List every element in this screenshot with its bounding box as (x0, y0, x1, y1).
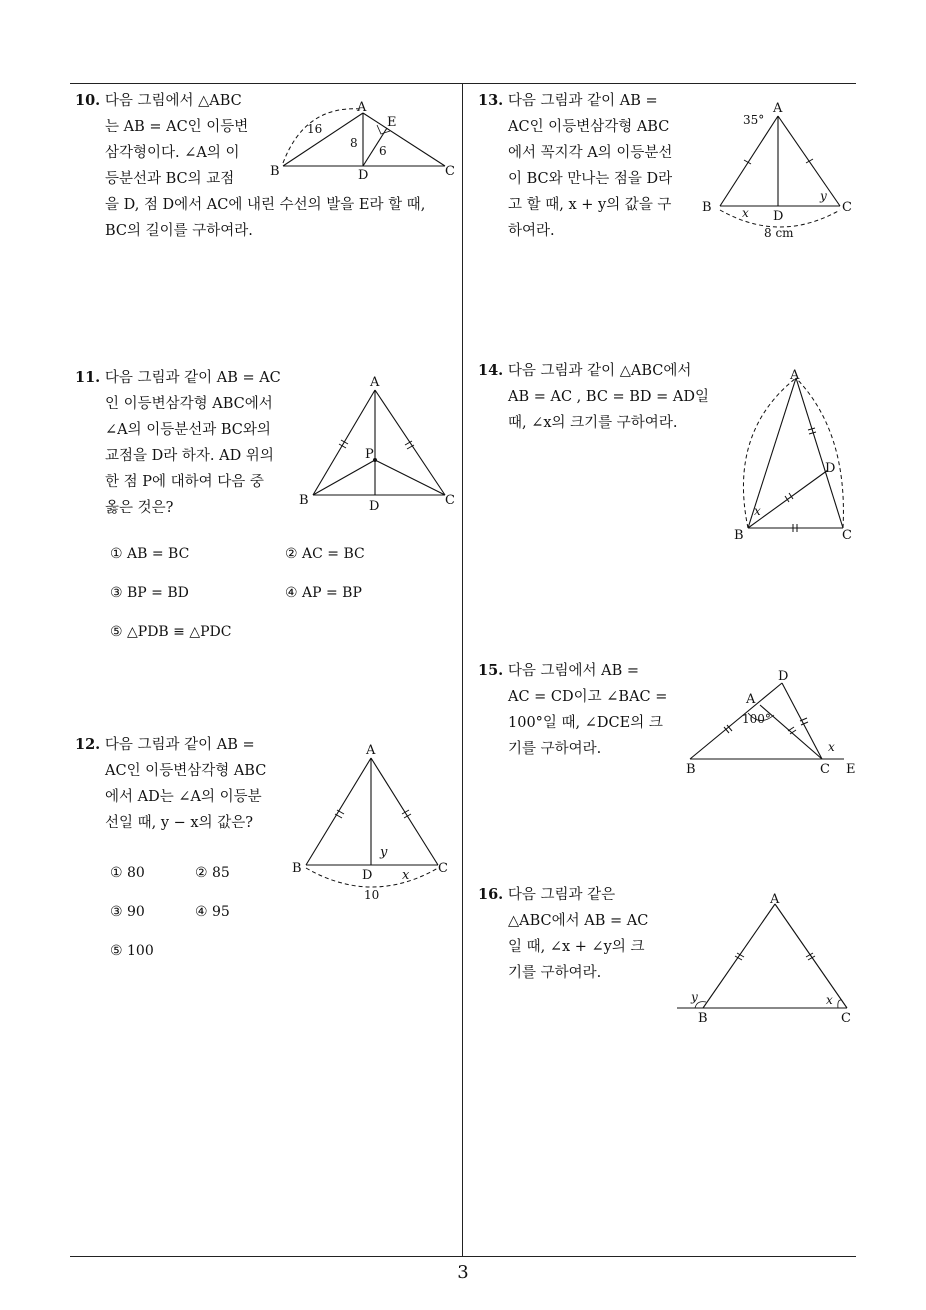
problem-text-line: 에서 AD는 ∠A의 이등분 (105, 789, 262, 805)
variable-label: x (826, 993, 833, 1007)
problem-text-line: 한 점 P에 대하여 다음 중 (105, 474, 264, 490)
vertex-label: D (358, 168, 369, 183)
problem-number: 11. (75, 369, 101, 386)
problem-text-line: 선일 때, y − x의 값은? (105, 815, 253, 831)
angle-label: 100° (742, 712, 771, 726)
vertex-label: C (842, 528, 852, 543)
problem-text-line: 인 이등변삼각형 ABC에서 (105, 396, 273, 412)
problem-text-line: 하여라. (508, 223, 555, 239)
figure-problem-13 (700, 96, 860, 241)
problem-number: 10. (75, 92, 101, 109)
problem-14 (478, 358, 709, 436)
problem-text-line: 다음 그림과 같은 (507, 887, 616, 903)
problem-text-line: 기를 구하여라. (508, 965, 602, 981)
choice-3[interactable]: ③ BP = BD (110, 585, 189, 601)
vertex-label: A (773, 101, 783, 116)
choice-2[interactable]: ② 85 (195, 865, 230, 881)
page-number: 3 (457, 1262, 469, 1283)
problem-text-line: AC인 이등변삼각형 ABC (508, 119, 670, 135)
length-label: 10 (364, 888, 380, 902)
vertex-label: P (365, 447, 374, 462)
angle-label: 35° (743, 113, 765, 127)
problem-text-line: 고 할 때, x + y의 값을 구 (508, 197, 672, 213)
problem-number: 15. (478, 662, 504, 679)
vertex-label: B (698, 1011, 708, 1026)
problem-text-line: 을 D, 점 D에서 AC에 내린 수선의 발을 E라 할 때, (105, 197, 426, 213)
choice-1[interactable]: ① 80 (110, 865, 145, 881)
problem-text-line: 100°일 때, ∠DCE의 크 (508, 715, 663, 731)
problem-text-line: 일 때, ∠x + ∠y의 크 (508, 939, 645, 955)
problem-text-line: AC인 이등변삼각형 ABC (105, 763, 267, 779)
length-label: 6 (379, 144, 387, 158)
problem-text-line: 이 BC와 만나는 점을 D라 (508, 171, 673, 187)
vertex-label: A (746, 692, 756, 707)
vertex-label: C (841, 1011, 851, 1026)
vertex-label: C (438, 861, 448, 876)
variable-label: x (828, 740, 835, 754)
vertex-label: B (270, 164, 280, 179)
problem-text-line: 교점을 D라 하자. AD 위의 (105, 448, 274, 464)
variable-label: y (820, 189, 827, 203)
vertex-label: C (842, 200, 852, 215)
vertex-label: B (702, 200, 712, 215)
variable-label: y (380, 845, 388, 860)
figure-problem-14 (728, 362, 858, 547)
problem-text-line: 다음 그림과 같이 AB = (104, 737, 255, 753)
vertex-label: B (734, 528, 744, 543)
problem-text-line: 기를 구하여라. (508, 741, 602, 757)
problem-text-line: AB = AC , BC = BD = AD일 (508, 389, 710, 405)
problem-text-line: 다음 그림에서 △ABC (104, 93, 242, 109)
problem-text-line: BC의 길이를 구하여라. (105, 223, 253, 239)
problem-text-line: 등분선과 BC의 교점 (105, 171, 235, 187)
problem-number: 12. (75, 736, 101, 753)
top-rule (70, 83, 856, 84)
choice-3[interactable]: ③ 90 (110, 904, 145, 920)
choice-5[interactable]: ⑤ △PDB ≡ △PDC (110, 624, 232, 640)
problem-text-line: 옳은 것은? (105, 500, 174, 516)
choice-2[interactable]: ② AC = BC (285, 546, 365, 562)
figure-problem-16 (675, 888, 860, 1028)
vertex-label: A (790, 368, 800, 383)
problem-text-line: 다음 그림에서 AB = (507, 663, 639, 679)
vertex-label: C (820, 762, 830, 777)
problem-11 (75, 365, 281, 521)
vertex-label: A (770, 892, 780, 907)
problem-text-line: 때, ∠x의 크기를 구하여라. (508, 415, 678, 431)
problem-16 (478, 882, 648, 986)
figure-problem-11 (295, 372, 465, 517)
vertex-label: D (778, 669, 789, 684)
choice-4[interactable]: ④ AP = BP (285, 585, 362, 601)
problem-13 (478, 88, 672, 244)
vertex-label: D (369, 499, 380, 514)
problem-text-line: △ABC에서 AB = AC (508, 913, 649, 929)
figure-problem-10 (265, 95, 465, 190)
vertex-label: B (299, 493, 309, 508)
vertex-label: D (773, 209, 784, 224)
problem-text-line: 는 AB = AC인 이등변 (105, 119, 249, 135)
variable-label: x (742, 206, 749, 220)
vertex-label: B (686, 762, 696, 777)
problem-12 (75, 732, 266, 836)
vertex-label: D (362, 868, 373, 883)
variable-label: x (402, 868, 410, 883)
problem-text-line: 다음 그림과 같이 AB = (507, 93, 658, 109)
length-label: 8 (350, 136, 358, 150)
figure-problem-12 (290, 738, 460, 903)
problem-number: 14. (478, 362, 504, 379)
length-label: 8 cm (764, 226, 794, 240)
problem-text-line: AC = CD이고 ∠BAC = (508, 689, 668, 705)
vertex-label: E (387, 115, 397, 130)
vertex-label: A (357, 100, 367, 115)
bottom-rule (70, 1256, 856, 1257)
problem-text-line: ∠A의 이등분선과 BC와의 (105, 422, 271, 438)
problem-text-line: 다음 그림과 같이 △ABC에서 (507, 363, 692, 379)
problem-15 (478, 658, 667, 762)
vertex-label: C (445, 493, 455, 508)
vertex-label: C (445, 164, 455, 179)
vertex-label: A (366, 743, 376, 758)
column-divider (462, 83, 463, 1256)
variable-label: x (754, 504, 761, 518)
figure-problem-15 (682, 665, 862, 780)
choice-1[interactable]: ① AB = BC (110, 546, 190, 562)
choice-5[interactable]: ⑤ 100 (110, 943, 154, 959)
vertex-label: D (825, 461, 836, 476)
vertex-label: E (846, 762, 856, 777)
vertex-label: A (370, 375, 380, 390)
problem-text-line: 삼각형이다. ∠A의 이 (105, 145, 240, 161)
problem-text-line: 에서 꼭지각 A의 이등분선 (508, 145, 673, 161)
variable-label: y (691, 990, 698, 1004)
problem-number: 13. (478, 92, 504, 109)
choice-4[interactable]: ④ 95 (195, 904, 230, 920)
vertex-label: B (292, 861, 302, 876)
length-label: 16 (307, 122, 323, 136)
problem-text-line: 다음 그림과 같이 AB = AC (104, 370, 281, 386)
problem-number: 16. (478, 886, 504, 903)
